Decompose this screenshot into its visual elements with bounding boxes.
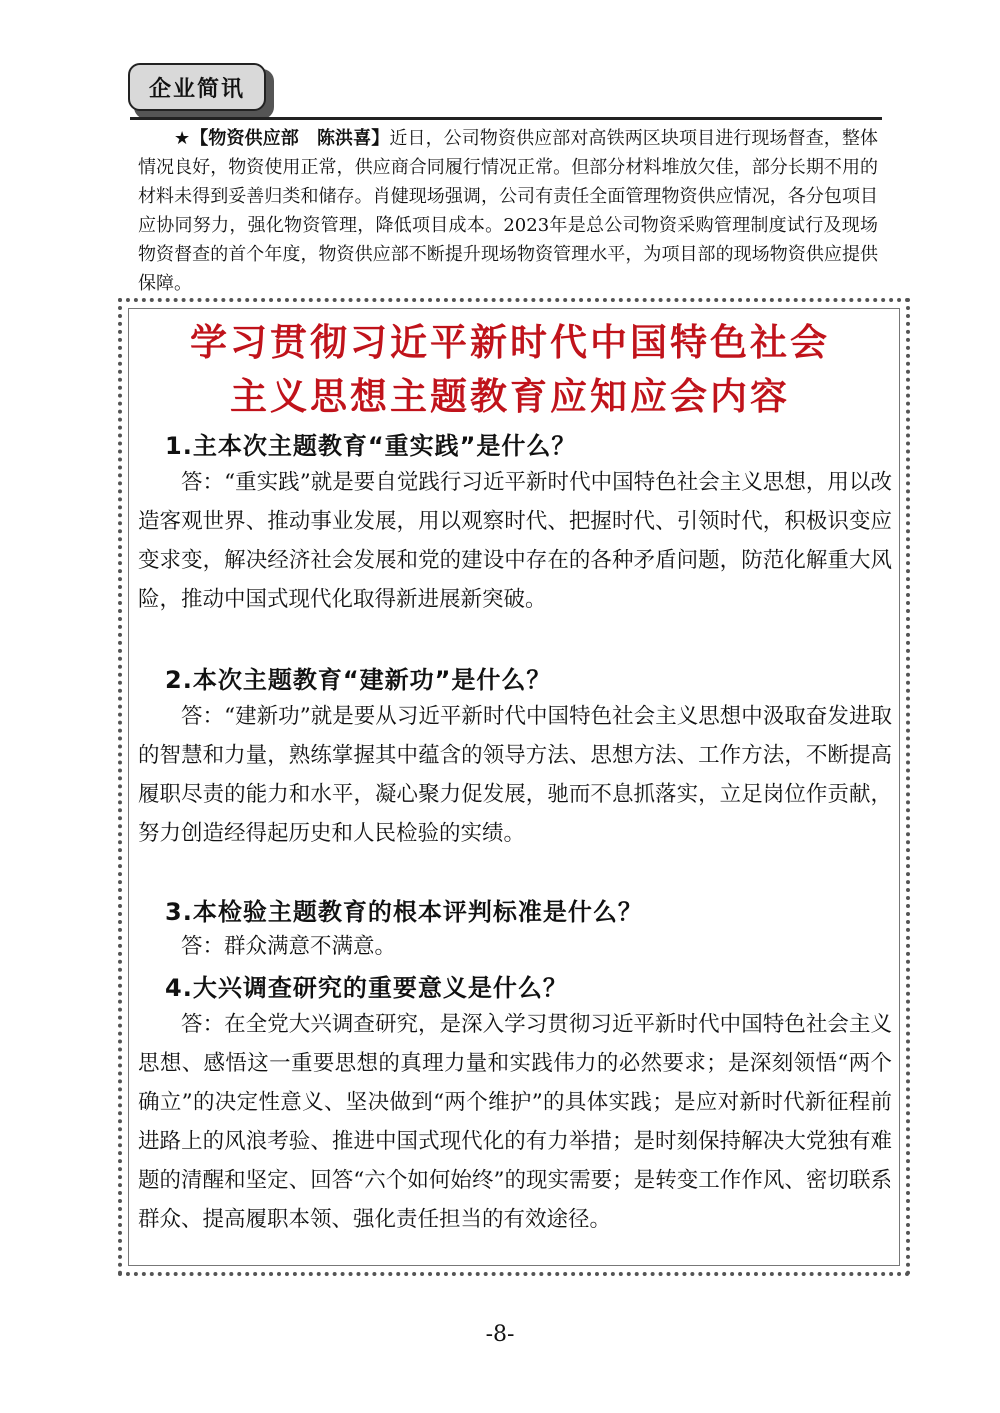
question-1: 1.主本次主题教育“重实践”是什么？: [165, 432, 577, 460]
answer-1-text: 答：“重实践”就是要自觉践行习近平新时代中国特色社会主义思想，用以改造客观世界、推动事业发展，用以观察时代、把握时代、引领时代，积极识变应变求变，解决经济社会发展和党的建设中存在的各种矛盾问题，防范化解重大风险，推动中国式现代化取得新进展新突破。: [138, 470, 892, 612]
article-title-line-2: 主义思想主题教育应知应会内容: [230, 375, 790, 418]
news-brief-source: 【物资供应部 陈洪喜】: [190, 128, 390, 149]
answer-3-text: 答：群众满意不满意。: [181, 934, 397, 959]
answer-3: [138, 927, 892, 966]
question-4: 4.大兴调查研究的重要意义是什么？: [165, 974, 568, 1002]
answer-2: [138, 697, 892, 853]
news-brief-paragraph: [138, 124, 878, 298]
star-icon: ★: [174, 128, 191, 149]
question-3: 3.本检验主题教育的根本评判标准是什么？: [165, 898, 643, 926]
header-rule: [130, 117, 882, 120]
article-title-line-1: 学习贯彻习近平新时代中国特色社会: [190, 321, 830, 364]
page-number: -8-: [485, 1322, 515, 1347]
section-tag: [128, 63, 276, 121]
news-brief-text: 近日，公司物资供应部对高铁两区块项目进行现场督查，整体情况良好，物资使用正常，供应商合同履行情况正常。但部分材料堆放欠佳，部分长期不用的材料未得到妥善归类和储存。肖健现场强调，公司有责任全面管理物资供应情况，各分包项目应协同努力，强化物资管理，降低项目成本。2023年是总公司物资采购管理制度试行及现场物资督查的首个年度，物资供应部不断提升现场物资管理水平，为项目部的现场物资供应提供保障。: [138, 128, 879, 294]
answer-4-text: 答：在全党大兴调查研究，是深入学习贯彻习近平新时代中国特色社会主义思想、感悟这一重要思想的真理力量和实践伟力的必然要求；是深刻领悟“两个确立”的决定性意义、坚决做到“两个维护”的具体实践；是应对新时代新征程前进路上的风浪考验、推进中国式现代化的有力举措；是时刻保持解决大党独有难题的清醒和坚定、回答“六个如何始终”的现实需要；是转变工作作风、密切联系群众、提高履职本领、强化责任担当的有效途径。: [138, 1012, 892, 1232]
news-brief: [138, 124, 878, 298]
answer-2-text: 答：“建新功”就是要从习近平新时代中国特色社会主义思想中汲取奋发进取的智慧和力量，熟练掌握其中蕴含的领导方法、思想方法、工作方法，不断提高履职尽责的能力和水平，凝心聚力促发展，驰而不息抓落实，立足岗位作贡献，努力创造经得起历史和人民检验的实绩。: [138, 704, 892, 846]
section-tag-label: 企业简讯: [128, 63, 266, 111]
answer-4: [138, 1005, 892, 1239]
answer-1: [138, 463, 892, 619]
question-2: 2.本次主题教育“建新功”是什么？: [165, 666, 552, 694]
